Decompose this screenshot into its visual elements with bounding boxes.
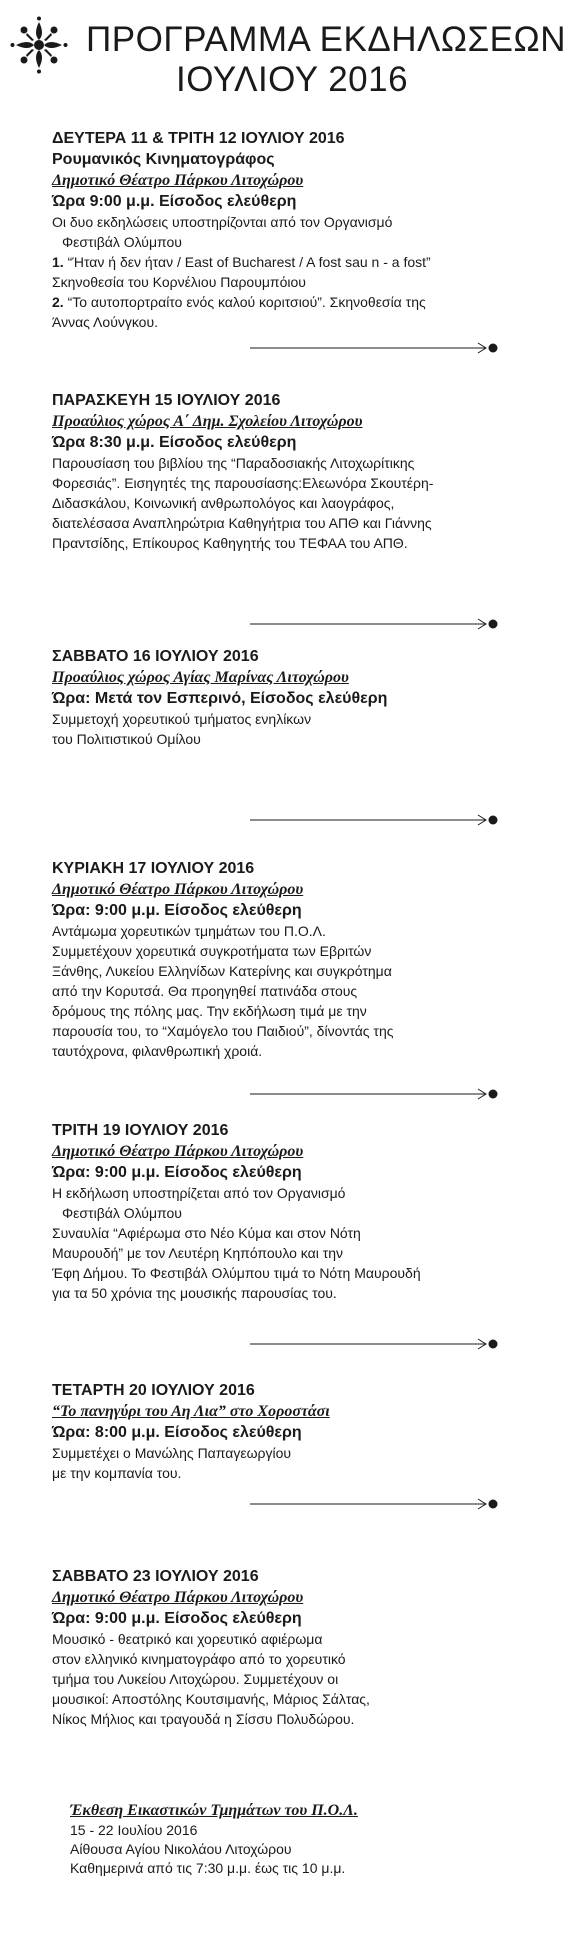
event-desc-line: του Πολιτιστικού Ομίλου [52,731,201,747]
event-venue: Δημοτικό Θέατρο Πάρκου Λιτοχώρου [52,172,304,189]
event-desc-line: Συμμετέχουν χορευτικά συγκροτήματα των Εβριτών [52,943,372,959]
event-desc-line: Έφη Δήμου. Το Φεστιβάλ Ολύμπου τιμά το Νότη Μαυρουδή [52,1265,421,1281]
event-film-item [52,312,572,332]
ornamental-divider [250,616,500,632]
event-date: ΤΡΙΤΗ 19 ΙΟΥΛΙΟΥ 2016 [52,1122,229,1139]
floral-ornament-icon [10,16,68,74]
event-subtitle: Ρουμανικός Κινηματογράφος [52,151,275,168]
event-venue: Δημοτικό Θέατρο Πάρκου Λιτοχώρου [52,881,304,898]
ornamental-divider [250,1496,500,1512]
event-desc-line: Οι δυο εκδηλώσεις υποστηρίζονται από τον Οργανισμό [52,214,393,230]
exhibition-venue: Αίθουσα Αγίου Νικολάου Λιτοχώρου [70,1841,292,1857]
event-time: Ώρα: 9:00 μ.μ. Είσοδος ελεύθερη [52,1610,302,1627]
exhibition-dates: 15 - 22 Ιουλίου 2016 [70,1822,198,1838]
event-desc-line: ταυτόχρονα, φιλανθρωπική χροιά. [52,1043,263,1059]
event-time: Ώρα: 8:00 μ.μ. Είσοδος ελεύθερη [52,1424,302,1441]
event-block [52,1380,572,1483]
exhibition-title: Έκθεση Εικαστικών Τμημάτων του Π.Ο.Λ. [70,1802,358,1819]
event-film-item [52,272,572,292]
event-block [52,128,572,332]
event-time: Ώρα 8:30 μ.μ. Είσοδος ελεύθερη [52,434,297,451]
event-desc-line: από την Κορυτσά. Θα προηγηθεί πατινάδα στους [52,983,358,999]
event-block [52,1120,572,1303]
item-number: 2. [52,294,64,310]
event-date: ΣΑΒΒΑΤΟ 23 ΙΟΥΛΙΟΥ 2016 [52,1568,259,1585]
exhibition-notice [70,1800,570,1878]
exhibition-hours: Καθημερινά από τις 7:30 μ.μ. έως τις 10 μ.μ. [70,1860,346,1876]
item-text: Άννας Λούνγκου. [52,314,159,330]
event-desc-line: Αντάμωμα χορευτικών τμημάτων του Π.Ο.Λ. [52,923,326,939]
ornamental-divider [250,1086,500,1102]
event-description [52,453,572,553]
event-desc-line: με την κομπανία του. [52,1465,182,1481]
event-description [52,1183,572,1303]
event-desc-line: Η εκδήλωση υποστηρίζεται από τον Οργανισμό [52,1185,346,1201]
event-date: ΣΑΒΒΑΤΟ 16 ΙΟΥΛΙΟΥ 2016 [52,648,259,665]
event-description [52,709,572,749]
event-date: ΚΥΡΙΑΚΗ 17 ΙΟΥΛΙΟΥ 2016 [52,860,255,877]
event-time: Ώρα: 9:00 μ.μ. Είσοδος ελεύθερη [52,1164,302,1181]
item-text: Σκηνοθεσία του Κορνέλιου Παρουμπόιου [52,274,306,290]
event-desc-line: Φεστιβάλ Ολύμπου [62,1205,182,1221]
event-desc-line: για τα 50 χρόνια της μουσικής παρουσίας του. [52,1285,337,1301]
event-desc-line: Συναυλία “Αφιέρωμα στο Νέο Κύμα και στον Νότη [52,1225,361,1241]
event-desc-line: Νίκος Μήλιος και τραγουδά η Σίσσυ Πολυδώρου. [52,1711,355,1727]
event-desc-line: Φορεσιάς”. Εισηγητές της παρουσίασης:Ελεωνόρα Σκουτέρη- [52,475,434,491]
event-date: ΤΕΤΑΡΤΗ 20 ΙΟΥΛΙΟΥ 2016 [52,1382,255,1399]
event-desc-line: Παρουσίαση του βιβλίου της “Παραδοσιακής Λιτοχωρίτικης [52,455,415,471]
page-subtitle: ΙΟΥΛΙΟΥ 2016 [176,60,409,99]
event-block [52,858,572,1061]
event-description [52,921,572,1061]
event-desc-line: διατελέσασα Αναπληρώτρια Καθηγήτρια του ΑΠΘ και Γιάννης [52,515,432,531]
event-date: ΔΕΥΤΕΡΑ 11 & ΤΡΙΤΗ 12 ΙΟΥΛΙΟΥ 2016 [52,130,345,147]
event-desc-line: Πραντσίδης, Επίκουρος Καθηγητής του ΤΕΦΑΑ του ΑΠΘ. [52,535,408,551]
item-text: “Ήταν ή δεν ήταν / East of Bucharest / A fost sau n - a fost” [67,254,431,270]
event-film-item [52,292,572,312]
event-time: Ώρα 9:00 μ.μ. Είσοδος ελεύθερη [52,193,297,210]
event-desc-line: στον ελληνικό κινηματογράφο από το χορευτικό [52,1651,346,1667]
event-desc-line: Συμμετοχή χορευτικού τμήματος ενηλίκων [52,711,312,727]
event-venue: Δημοτικό Θέατρο Πάρκου Λιτοχώρου [52,1589,304,1606]
event-desc-line: παρουσία του, το “Χαμόγελο του Παιδιού”, δίνοντάς της [52,1023,394,1039]
item-text: “Το αυτοπορτραίτο ενός καλού κοριτσιού”. Σκηνοθεσία της [67,294,426,310]
event-time: Ώρα: 9:00 μ.μ. Είσοδος ελεύθερη [52,902,302,919]
event-description [52,1443,572,1483]
ornamental-divider [250,812,500,828]
event-venue: Προαύλιος χώρος Αγίας Μαρίνας Λιτοχώρου [52,669,349,686]
event-desc-line: μουσικοί: Αποστόλης Κουτσιμανής, Μάριος Σάλτας, [52,1691,370,1707]
event-description [52,1629,572,1729]
event-venue: Δημοτικό Θέατρο Πάρκου Λιτοχώρου [52,1143,304,1160]
event-venue: Προαύλιος χώρος Α΄ Δημ. Σχολείου Λιτοχώρου [52,413,363,430]
event-desc-line: Διδασκάλου, Κοινωνική ανθρωπολόγος και λαογράφος, [52,495,395,511]
event-desc-line: Συμμετέχει ο Μανώλης Παπαγεωργίου [52,1445,292,1461]
event-venue: “Το πανηγύρι του Αη Λια” στο Χοροστάσι [52,1403,330,1420]
event-time: Ώρα: Μετά τον Εσπερινό, Είσοδος ελεύθερη [52,690,388,707]
ornamental-divider [250,1336,500,1352]
event-film-item [52,252,572,272]
header [0,0,580,110]
event-block [52,390,572,553]
item-number: 1. [52,254,64,270]
event-date: ΠΑΡΑΣΚΕΥΗ 15 ΙΟΥΛΙΟΥ 2016 [52,392,281,409]
event-description [52,212,572,332]
event-block [52,1566,572,1729]
page-title: ΠΡΟΓΡΑΜΜΑ ΕΚΔΗΛΩΣΕΩΝ [86,20,566,59]
event-desc-line: δρόμους της πόλης μας. Την εκδήλωση τιμά με την [52,1003,367,1019]
event-desc-line: Ξάνθης, Λυκείου Ελληνίδων Κατερίνης και συγκρότημα [52,963,392,979]
event-desc-line: Φεστιβάλ Ολύμπου [62,234,182,250]
event-block [52,646,572,749]
event-desc-line: Μαυρουδή” με τον Λευτέρη Κηπόπουλο και την [52,1245,344,1261]
event-desc-line: Μουσικό - θεατρικό και χορευτικό αφιέρωμα [52,1631,323,1647]
event-desc-line: τμήμα του Λυκείου Λιτοχώρου. Συμμετέχουν οι [52,1671,339,1687]
ornamental-divider [250,340,500,356]
